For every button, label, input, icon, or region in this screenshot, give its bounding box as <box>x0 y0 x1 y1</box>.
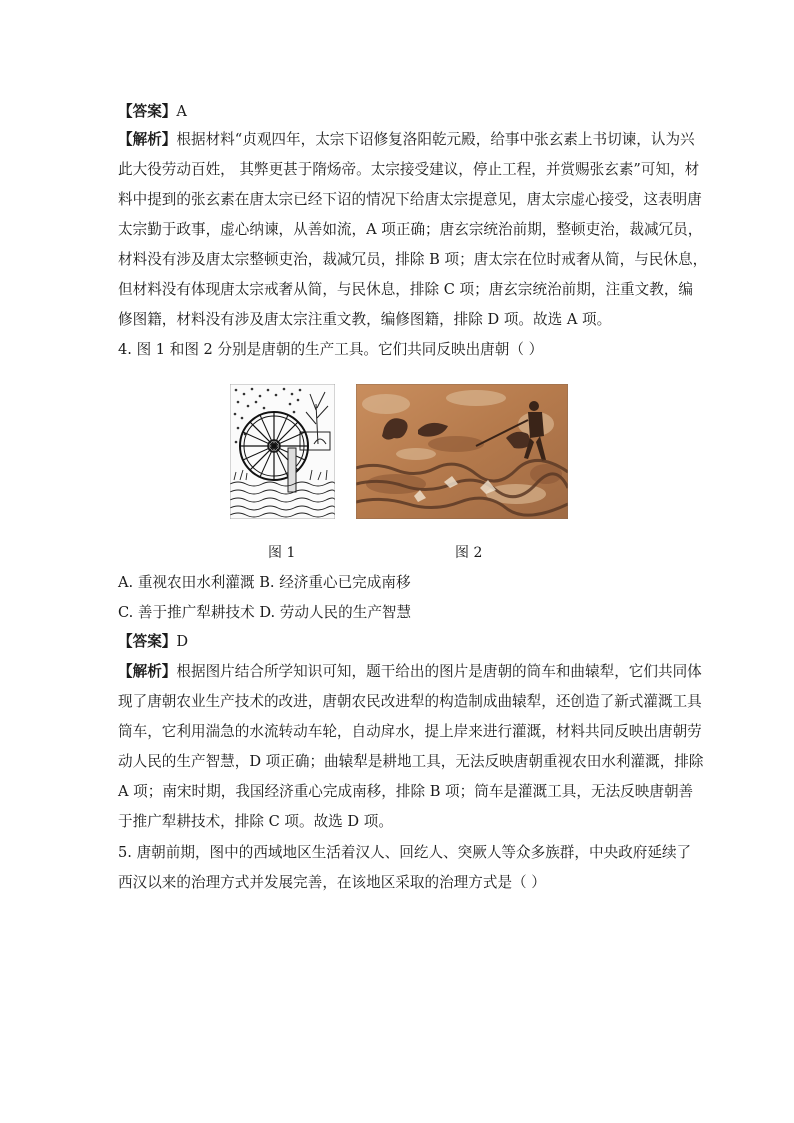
q4-analysis-line-6: 于推广犁耕技术，排除 C 项。故选 D 项。 <box>118 813 393 830</box>
q3-analysis-line-5: 材料没有涉及唐太宗整顿吏治，裁减冗员，排除 B 项；唐太宗在位时戒奢从简，与民休息， <box>118 251 708 268</box>
q4-analysis-line-4: 动人民的生产智慧，D 项正确；曲辕犁是耕地工具，无法反映唐朝重视农田水利灌溉，排除 <box>118 753 704 770</box>
answer-tag: 【答案】 <box>118 633 177 650</box>
answer-value: D <box>176 633 189 650</box>
q5-stem-line-1: 5. 唐朝前期，图中的西域地区生活着汉人、回纥人、突厥人等众多族群，中央政府延续了 <box>118 844 692 861</box>
q3-analysis-line-7: 修图籍，材料没有涉及唐太宗注重文教，编修图籍，排除 D 项。故选 A 项。 <box>118 311 612 328</box>
q4-analysis-line-1 <box>118 662 702 682</box>
figure-1-caption: 图 1 <box>268 545 296 561</box>
q3-analysis-line-3: 料中提到的张玄素在唐太宗已经下诏的情况下给唐太宗提意见，唐太宗虚心接受，这表明唐 <box>118 191 702 208</box>
q4-analysis-line-2: 现了唐朝农业生产技术的改进，唐朝农民改进犁的构造制成曲辕犁，还创造了新式灌溉工具 <box>118 693 702 710</box>
analysis-tag: 【解析】 <box>118 131 177 148</box>
analysis-tag: 【解析】 <box>118 663 177 680</box>
analysis-text: 根据材料“贞观四年，太宗下诏修复洛阳乾元殿，给事中张玄素上书切谏，认为兴 <box>176 131 695 148</box>
q3-analysis-line-4: 太宗勤于政事，虚心纳谏，从善如流，A 项正确；唐玄宗统治前期，整顿吏治，裁减冗员， <box>118 221 703 238</box>
figure-2-plough-mural-image <box>356 384 568 519</box>
q4-answer-line <box>118 632 678 652</box>
answer-tag: 【答案】 <box>118 103 177 120</box>
q4-options-ab: A. 重视农田水利灌溉 B. 经济重心已完成南移 <box>118 574 411 591</box>
q3-analysis-line-1 <box>118 130 695 150</box>
q4-stem: 4. 图 1 和图 2 分别是唐朝的生产工具。它们共同反映出唐朝（ ） <box>118 341 544 358</box>
figure-1-waterwheel-image <box>230 384 335 519</box>
q4-options-cd: C. 善于推广犁耕技术 D. 劳动人民的生产智慧 <box>118 604 412 621</box>
q4-analysis-line-5: A 项；南宋时期，我国经济重心完成南移，排除 B 项；筒车是灌溉工具，无法反映唐朝善 <box>118 783 694 800</box>
answer-value: A <box>176 103 187 120</box>
q5-stem-line-2: 西汉以来的治理方式并发展完善，在该地区采取的治理方式是（ ） <box>118 874 546 891</box>
q3-answer-line <box>118 102 678 122</box>
analysis-text: 根据图片结合所学知识可知，题干给出的图片是唐朝的筒车和曲辕犁，它们共同体 <box>176 663 702 680</box>
q3-analysis-line-6: 但材料没有体现唐太宗戒奢从简，与民休息，排除 C 项；唐玄宗统治前期，注重文教，编 <box>118 281 694 298</box>
figure-2-caption: 图 2 <box>455 545 483 561</box>
q3-analysis-line-2: 此大役劳动百姓， 其弊更甚于隋炀帝。太宗接受建议，停止工程，并赏赐张玄素”可知，材 <box>118 161 700 178</box>
q4-analysis-line-3: 筒车，它利用湍急的水流转动车轮，自动戽水，提上岸来进行灌溉，材料共同反映出唐朝劳 <box>118 723 702 740</box>
